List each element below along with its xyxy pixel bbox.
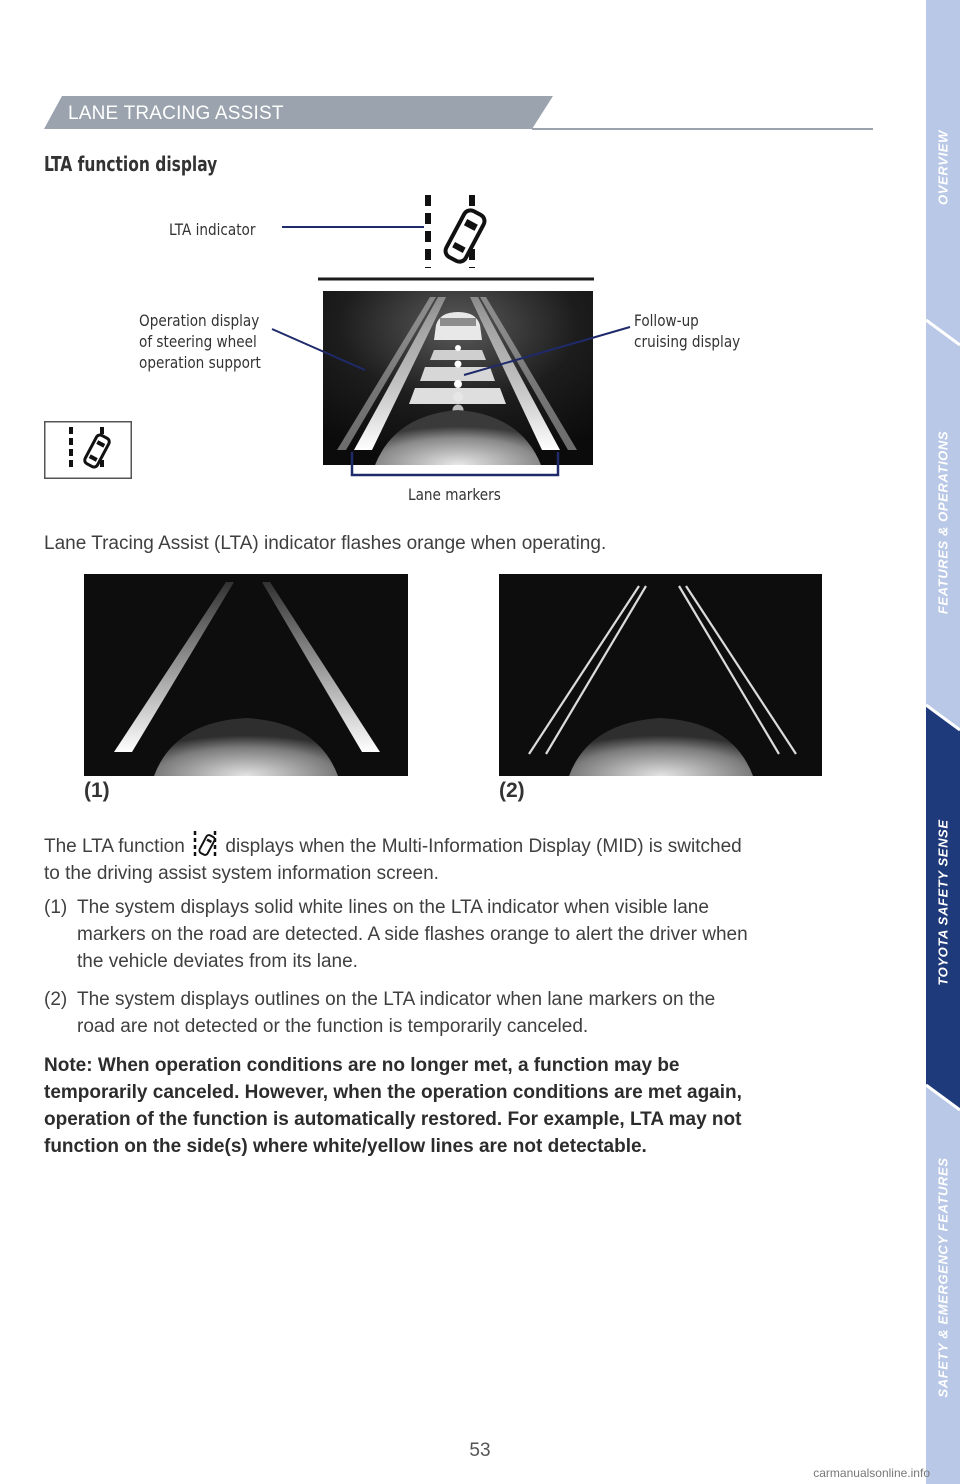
figure-label-1: (1) xyxy=(84,779,110,802)
figure-solid-lines xyxy=(84,574,408,776)
lta-indicator-icon xyxy=(428,195,487,268)
description-paragraph: The LTA function displays when the Multi-Information Display (MID) is switched to the driving assist system information screen. xyxy=(44,829,884,887)
follow-up-cruising-label: Follow-up cruising display xyxy=(634,311,741,351)
indicator-caption: Lane Tracing Assist (LTA) indicator flashes orange when operating. xyxy=(44,533,607,554)
section-title: LANE TRACING ASSIST xyxy=(68,103,284,124)
list-item-2: (2) The system displays outlines on the LTA indicator when lane markers on the road are not detected or the function is temporarily canceled. xyxy=(44,989,716,1037)
watermark-text: carmanualsonline.info xyxy=(813,1466,930,1480)
lta-display-diagram xyxy=(0,180,880,510)
operation-display-label: Operation display of steering wheel operation support xyxy=(139,311,261,372)
list-item-1: (1) The system displays solid white lines on the LTA indicator when visible lane markers on the road are detected. A side flashes orange to alert the driver when the vehicle deviates from its lane. xyxy=(44,897,748,972)
sidebar-tab-toyota-safety-sense[interactable]: TOYOTA SAFETY SENSE xyxy=(935,819,951,986)
figure-label-2: (2) xyxy=(499,779,525,802)
sidebar-tab-safety-emergency[interactable]: SAFETY & EMERGENCY FEATURES xyxy=(935,1157,951,1398)
sidebar-tab-features-operations[interactable]: FEATURES & OPERATIONS xyxy=(935,430,951,615)
lta-indicator-label: LTA indicator xyxy=(169,220,256,239)
lta-inline-icon xyxy=(190,829,220,859)
lane-markers-label: Lane markers xyxy=(408,485,501,504)
lta-function-heading: LTA function display xyxy=(44,152,218,176)
sidebar-labels xyxy=(926,0,960,1484)
note-text: Note: When operation conditions are no longer met, a function may be temporarily canceled. However, when the operation conditions are met again, operation of the function is automatically restored. For example, LTA may not function on the side(s) where white/yellow lines are not detectable. xyxy=(44,1055,742,1157)
sidebar-tab-overview[interactable]: OVERVIEW xyxy=(935,130,951,205)
mid-display xyxy=(323,291,593,465)
page-number: 53 xyxy=(469,1440,491,1461)
figure-outline-lines xyxy=(499,574,822,776)
lta-indicator-box-icon xyxy=(44,421,132,479)
